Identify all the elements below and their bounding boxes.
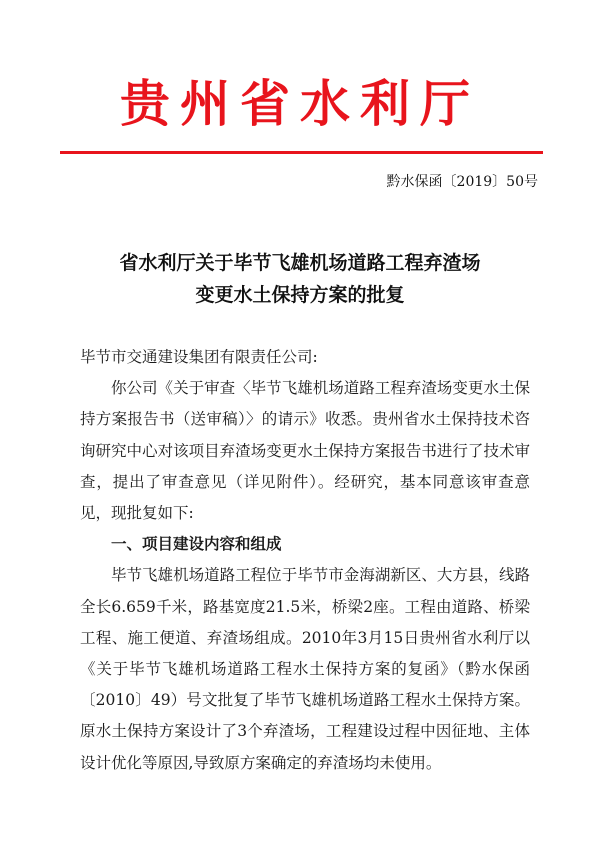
salutation: 毕节市交通建设集团有限责任公司: [80,348,318,366]
document-number: 黔水保函〔2019〕50号 [386,174,538,190]
document-title-line-1: 省水利厅关于毕节飞雄机场道路工程弃渣场 [119,252,481,274]
body-paragraph-2: 毕节飞雄机场道路工程位于毕节市金海湖新区、大方县，线路全长6.659千米，路基宽度21.5米，桥梁2座。工程由道路、桥梁工程、施工便道、弃渣场组成。2010年3月15日贵州省水利厅以《关于毕节飞雄机场道路工程水土保持方案的复函》（黔水保函〔2010〕49）号文批复了毕节飞雄机场道路工程水土保持方案。原水土保持方案设计了3个弃渣场，工程建设过程中因征地、主体设计优化等原因,导致原方案确定的弃渣场均未使用。 [80,566,530,772]
letterhead-red-rule [60,151,543,154]
body-paragraph-1: 你公司《关于审查〈毕节飞雄机场道路工程弃渣场变更水土保持方案报告书（送审稿）〉的请示》收悉。贵州省水土保持技术咨询研究中心对该项目弃渣场变更水土保持方案报告书进行了技术审查，提出了审查意见（详见附件）。经研究，基本同意该审查意见，现批复如下: [80,379,530,523]
document-title [40,247,560,311]
section-heading-1: 一、项目建设内容和组成 [111,535,282,554]
letterhead-agency-name: 贵州省水利厅 [120,74,480,133]
document-body [80,342,530,779]
document-title-line-2: 变更水土保持方案的批复 [195,284,405,306]
